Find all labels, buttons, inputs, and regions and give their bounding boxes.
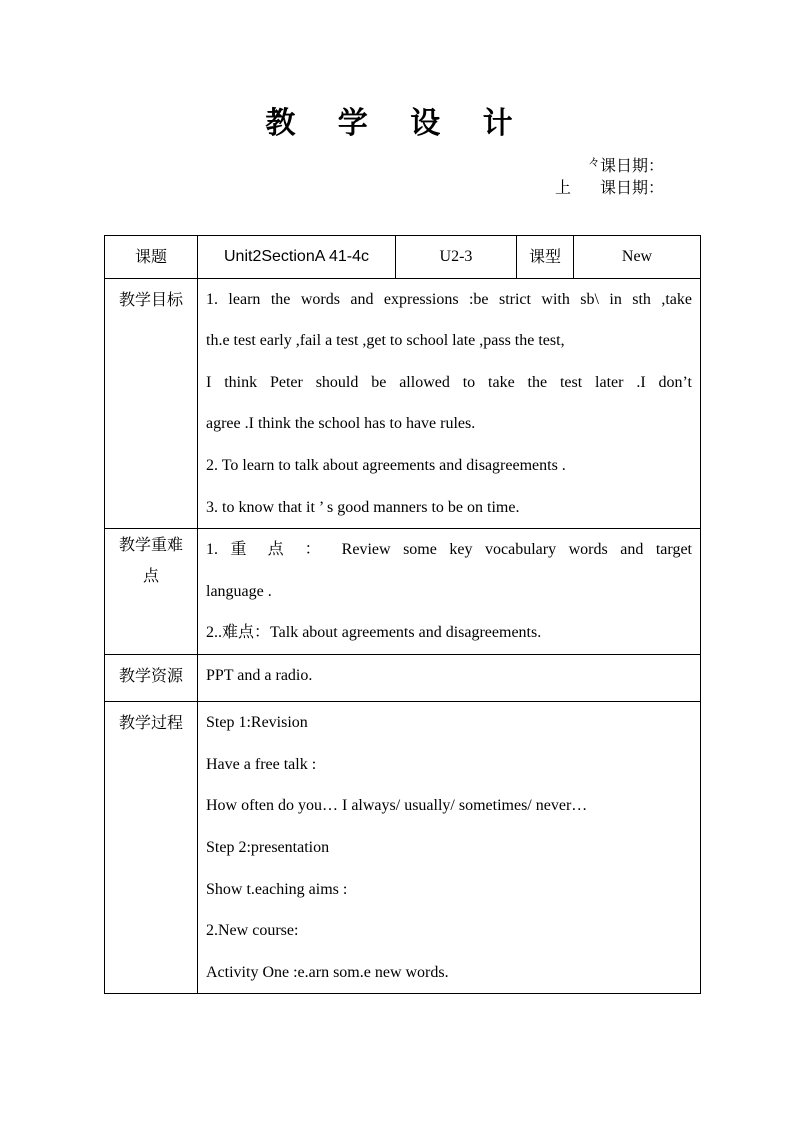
- objectives-line: 2. To learn to talk about agreements and disagreements .: [206, 456, 566, 474]
- process-line: Step 1:Revision: [206, 714, 308, 732]
- key-points-label-line2: 点: [142, 566, 159, 586]
- process-line: Have a free talk :: [206, 755, 317, 773]
- date-line-1-mark: 々: [587, 155, 600, 169]
- objectives-content: [198, 278, 701, 529]
- resources-value: PPT and a radio.: [198, 655, 701, 702]
- date-line-2-label: 课日期：: [600, 178, 665, 197]
- document-title: 教 学 设 计: [265, 106, 529, 141]
- type-label: 课型: [517, 236, 574, 279]
- key-points-row: [105, 529, 701, 655]
- topic-value: Unit2SectionA 41-4c: [198, 236, 396, 279]
- objectives-label: 教学目标: [105, 278, 198, 529]
- key-points-label: [105, 529, 198, 655]
- type-value: New: [574, 236, 701, 279]
- objectives-line: 1. learn the words and expressions :be strict with sb\ in sth ,take: [206, 290, 692, 308]
- process-line: How often do you… I always/ usually/ sometimes/ never…: [206, 797, 588, 815]
- objectives-row: [105, 278, 701, 529]
- date-line-1-label: 课日期：: [600, 156, 665, 175]
- topic-label: 课题: [105, 236, 198, 279]
- objectives-line: I think Peter should be allowed to take the test later .I don’t: [206, 373, 692, 391]
- resources-row: [105, 655, 701, 702]
- key-points-content: [198, 529, 701, 655]
- header-row: [105, 236, 701, 279]
- process-label: 教学过程: [105, 702, 198, 994]
- key-points-line: language .: [206, 582, 272, 600]
- date-line-1: [555, 153, 664, 176]
- lesson-plan-table: [104, 235, 701, 994]
- lesson-code: U2-3: [396, 236, 517, 279]
- resources-label: 教学资源: [105, 655, 198, 702]
- objectives-line: agree .I think the school has to have rules.: [206, 415, 476, 433]
- key-points-line: 2..难点：Talk about agreements and disagreements.: [206, 624, 542, 642]
- process-content: [198, 702, 701, 994]
- process-line: Show t.eaching aims :: [206, 880, 348, 898]
- key-points-line: 1. 重 点 ： Review some key vocabulary words and target: [206, 541, 692, 559]
- key-points-label-line1: 教学重难: [118, 535, 183, 555]
- date-line-2: [555, 175, 664, 198]
- date-line-2-mark: 上: [555, 178, 572, 197]
- objectives-line: th.e test early ,fail a test ,get to school late ,pass the test,: [206, 332, 565, 350]
- process-line: Step 2:presentation: [206, 838, 330, 856]
- process-line: 2.New course:: [206, 922, 299, 940]
- process-line: Activity One :e.arn som.e new words.: [206, 963, 449, 981]
- objectives-line: 3. to know that it ’ s good manners to be on time.: [206, 498, 520, 516]
- process-row: [105, 702, 701, 994]
